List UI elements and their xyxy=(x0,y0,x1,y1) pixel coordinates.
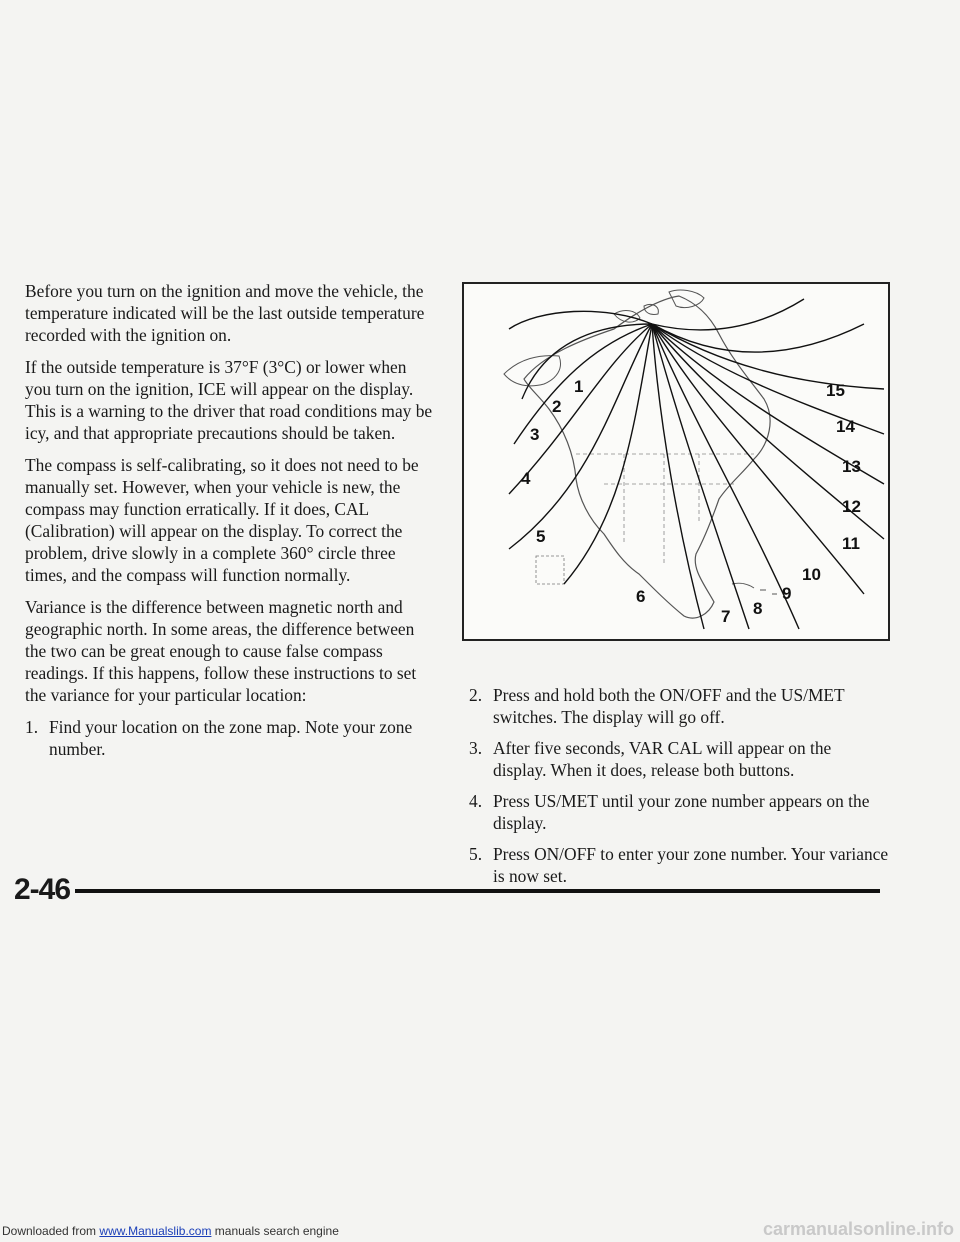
step-number: 3. xyxy=(469,738,483,758)
zone-line xyxy=(652,324,864,352)
step-number: 5. xyxy=(469,844,483,864)
step-number: 2. xyxy=(469,685,483,705)
step-item xyxy=(25,716,435,760)
variance-steps-list-left xyxy=(25,716,435,760)
zone-line xyxy=(652,324,884,389)
step-item xyxy=(469,737,889,781)
zone-line xyxy=(652,324,704,629)
zone-label-4: 4 xyxy=(521,469,531,488)
arctic-islands-outline xyxy=(614,304,658,322)
step-text: Press ON/OFF to enter your zone number. Your variance is now set. xyxy=(493,844,889,886)
paragraph-calibration: The compass is self-calibrating, so it does not need to be manually set. However, when your vehicle is new, the compass may function erratically. If it does, CAL (Calibration) will appear on the display. To correct the problem, drive slowly in a complete 360° circle three times, and the compass will function normally. xyxy=(25,455,419,585)
zone-line xyxy=(509,311,652,329)
step-number: 1. xyxy=(25,717,39,737)
zone-map-svg xyxy=(464,284,888,639)
zone-line xyxy=(652,324,799,629)
download-suffix: manuals search engine xyxy=(211,1224,339,1238)
paragraph-last-temperature: Before you turn on the ignition and move the vehicle, the temperature indicated will be the last outside temperature recorded with the ignition on. xyxy=(25,281,425,345)
paragraph-variance: Variance is the difference between magnetic north and geographic north. In some areas, the difference between the two can be great enough to cause false compass readings. If this happens, follow these instructions to set the variance for your particular location: xyxy=(25,597,417,705)
zone-label-8: 8 xyxy=(753,599,763,618)
page-number: 2-46 xyxy=(14,873,71,906)
watermark: carmanualsonline.info xyxy=(762,1219,954,1239)
step-item xyxy=(469,684,889,728)
zone-label-1: 1 xyxy=(574,377,584,396)
download-source-note xyxy=(2,1224,339,1238)
state-borders xyxy=(576,454,754,564)
left-column xyxy=(25,280,435,768)
north-america-outline xyxy=(524,296,770,618)
zone-label-7: 7 xyxy=(721,607,731,626)
caribbean-islands xyxy=(732,583,777,594)
manualslib-link[interactable]: www.Manualslib.com xyxy=(99,1224,212,1238)
right-column xyxy=(469,676,889,896)
zone-label-10: 10 xyxy=(802,565,821,584)
zone-label-13: 13 xyxy=(842,457,861,476)
zone-label-2: 2 xyxy=(552,397,562,416)
zone-label-9: 9 xyxy=(782,584,792,603)
zone-label-12: 12 xyxy=(842,497,861,516)
zone-map-figure xyxy=(462,282,890,641)
download-prefix: Downloaded from xyxy=(2,1224,97,1238)
step-text: After five seconds, VAR CAL will appear on the display. When it does, release both buttons. xyxy=(493,738,832,780)
step-text: Find your location on the zone map. Note your zone number. xyxy=(49,717,413,759)
zone-label-6: 6 xyxy=(636,587,646,606)
step-number: 4. xyxy=(469,791,483,811)
zone-label-11: 11 xyxy=(842,534,860,553)
hawaii-inset xyxy=(536,556,564,584)
zone-label-3: 3 xyxy=(530,425,540,444)
zone-label-5: 5 xyxy=(536,527,546,546)
paragraph-ice-warning: If the outside temperature is 37°F (3°C) or lower when you turn on the ignition, ICE will appear on the display. This is a warning to the driver that road conditions may be icy, and that appropriate precautions should be taken. xyxy=(25,357,433,443)
step-text: Press and hold both the ON/OFF and the US/MET switches. The display will go off. xyxy=(493,685,845,727)
step-text: Press US/MET until your zone number appears on the display. xyxy=(493,791,870,833)
variance-steps-list-right xyxy=(469,684,889,887)
zone-line xyxy=(522,324,652,399)
greenland-outline xyxy=(669,290,704,308)
zone-line xyxy=(652,324,864,594)
zone-label-15: 15 xyxy=(826,381,845,400)
step-item xyxy=(469,790,889,834)
footer-divider xyxy=(75,889,880,893)
zone-label-14: 14 xyxy=(836,417,855,436)
step-item xyxy=(469,843,889,887)
